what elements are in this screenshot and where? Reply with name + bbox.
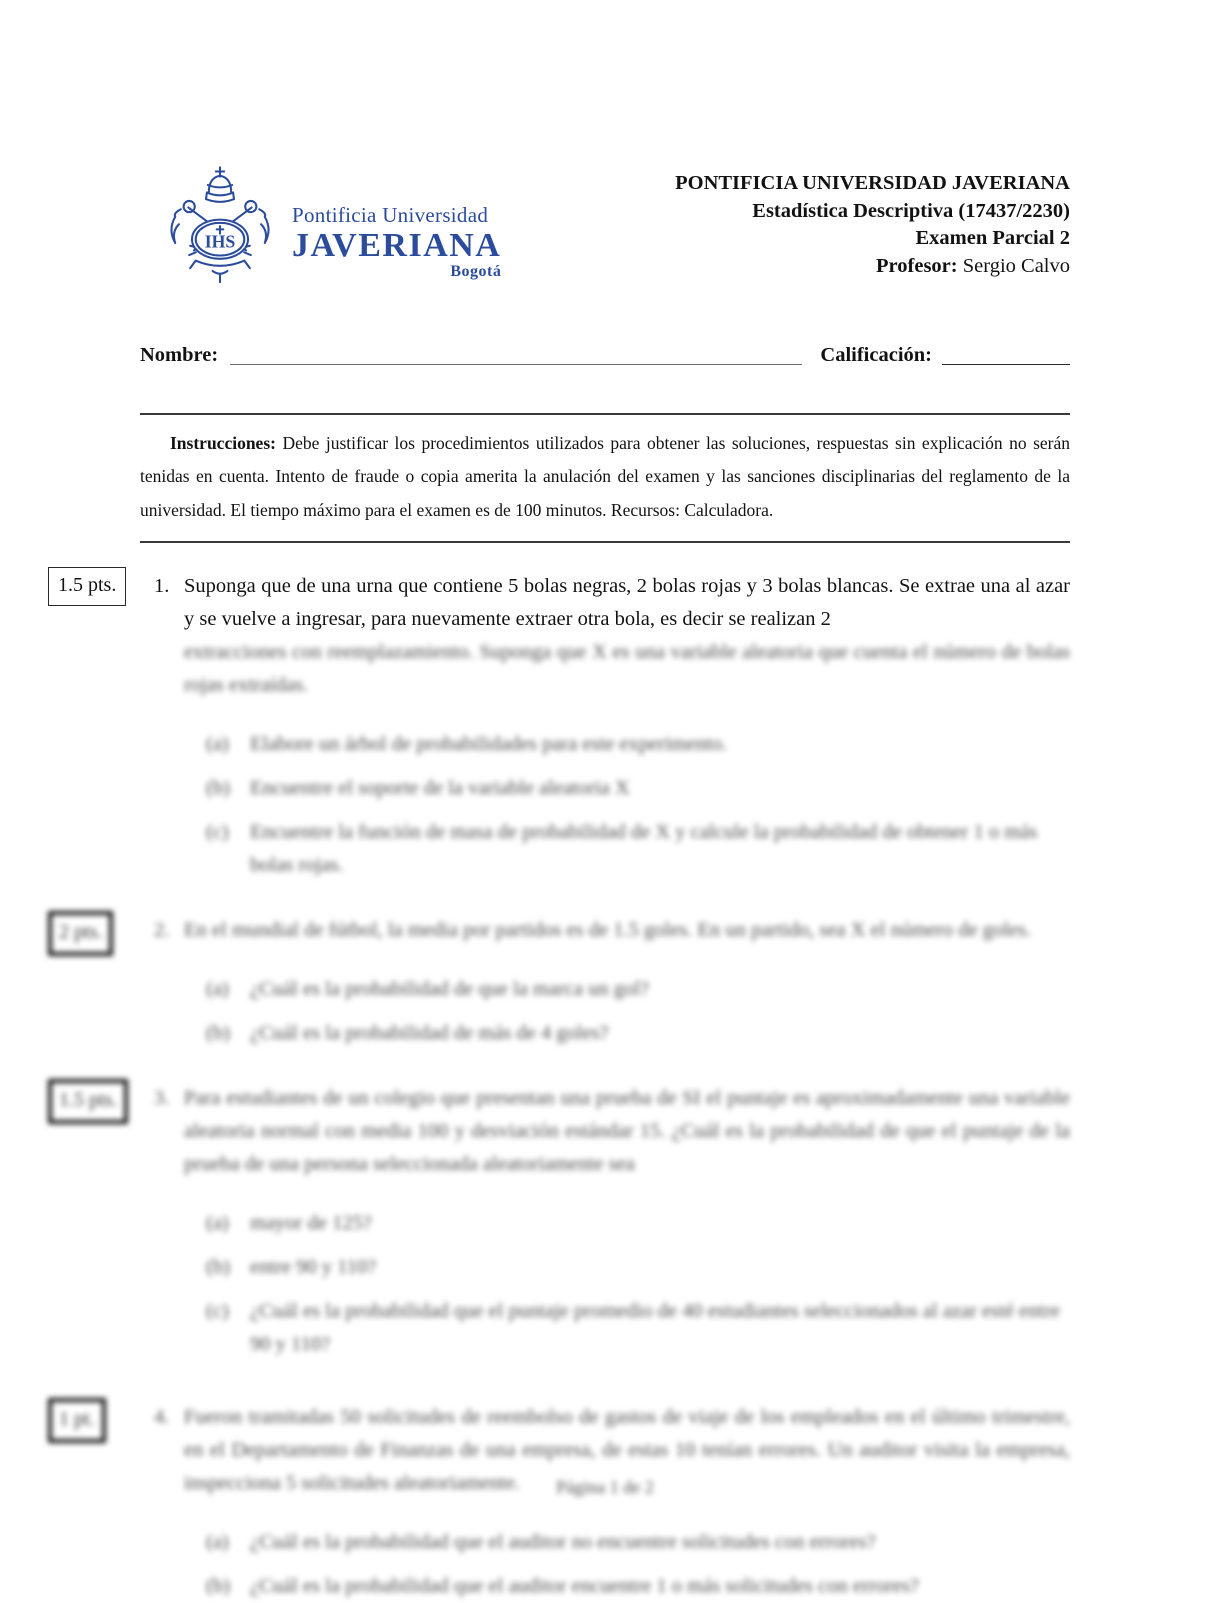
logo-wordmark <box>292 163 501 293</box>
part-text: Elabore un árbol de probabilidades para este experimento. <box>250 733 728 756</box>
university-crest-icon <box>164 163 276 293</box>
instructions-text: Debe justificar los procedimientos utilizados para obtener las soluciones, respuestas sin explicación no serán tenidas en cuenta. Intento de fraude o copia amerita la anulación del examen y las sanciones disciplinarias del reglamento de la universidad. El tiempo máximo para el examen es de 100 minutos. Recursos: Calculadora. <box>140 432 1070 520</box>
part-label: (a) <box>206 1212 229 1235</box>
part-label: (b) <box>206 1256 230 1279</box>
problem-4-number: 4. <box>154 1406 170 1429</box>
problem-2-number: 2. <box>154 919 170 942</box>
part-text: ¿Cuál es la probabilidad de más de 4 goles? <box>250 1022 609 1045</box>
part-label: (a) <box>206 1531 229 1554</box>
university-name: PONTIFICIA UNIVERSIDAD JAVERIANA <box>675 172 1070 194</box>
logo-line-javeriana: JAVERIANA <box>292 226 502 264</box>
problem-1-intro-redacted: extracciones con reemplazamiento. Suponga que X es una variable aleatoria que cuenta el número de bolas rojas extraídas. <box>184 641 1070 697</box>
grade-blank-line <box>942 343 1070 365</box>
page-number: Página 1 de 2 <box>556 1477 654 1497</box>
problems-list <box>58 570 1070 1603</box>
problem-4-parts <box>184 1526 1070 1603</box>
problem-1-part-b <box>184 772 1070 805</box>
part-label: (a) <box>206 978 229 1001</box>
problem-1-intro: Suponga que de una urna que contiene 5 bolas negras, 2 bolas rojas y 3 bolas blancas. Se extrae una al azar y se vuelve a ingresar, para nuevamente extraer otra bola, es decir se realizan 2 <box>184 575 1070 631</box>
professor-name: Sergio Calvo <box>957 254 1070 277</box>
problem-3-part-a <box>184 1207 1070 1240</box>
problem-2-parts <box>184 973 1070 1050</box>
problem-3-part-c <box>184 1295 1070 1361</box>
problem-3-part-b <box>184 1251 1070 1284</box>
problem-1-parts <box>184 728 1070 882</box>
professor-label: Profesor: <box>876 254 958 277</box>
problem-4 <box>59 1401 1070 1603</box>
part-text: ¿Cuál es la probabilidad que el auditor encuentre 1 o más solicitudes con errores? <box>250 1575 919 1598</box>
page-content <box>58 0 1070 1603</box>
problem-4-part-a <box>184 1526 1070 1559</box>
part-text: entre 90 y 110? <box>250 1256 377 1279</box>
problem-1-part-a <box>184 728 1070 761</box>
problem-1-part-c <box>184 816 1070 882</box>
problem-3-body <box>184 1082 1070 1361</box>
part-label: (b) <box>206 1575 230 1598</box>
problem-2-part-b <box>184 1017 1070 1050</box>
part-text: Encuentre la función de masa de probabilidad de X y calcule la probabilidad de obtener 1 o más bolas rojas. <box>250 821 1038 877</box>
part-label: (c) <box>206 1300 229 1323</box>
problem-3-number: 3. <box>154 1087 170 1110</box>
part-text: Encuentre el soporte de la variable aleatoria X <box>250 777 630 800</box>
name-label: Nombre: <box>140 343 219 366</box>
problem-2-intro-redacted: En el mundial de fútbol, la media por partidos es de 1.5 goles. En un partido, sea X el número de goles. <box>184 919 1032 942</box>
problem-4-intro-redacted: Fueron tramitadas 50 solicitudes de reembolso de gastos de viaje de los empleados en el último trimestre, en el Departamento de Finanzas de una empresa, de estas 10 tenían errores. Un auditor visita la empresa, inspecciona 5 solicitudes aleatoriamente. <box>184 1406 1070 1495</box>
exam-name: Examen Parcial 2 <box>915 227 1070 249</box>
problem-4-body <box>184 1401 1070 1603</box>
instructions-paragraph <box>140 427 1070 528</box>
problem-1 <box>58 570 1070 882</box>
problem-2-part-a <box>184 973 1070 1006</box>
problem-3-parts <box>184 1207 1070 1361</box>
problem-2 <box>59 914 1070 1050</box>
points-box-2: 2 pts. <box>48 911 113 956</box>
part-label: (b) <box>206 1022 230 1045</box>
part-text: ¿Cuál es la probabilidad que el puntaje promedio de 40 estudiantes seleccionados al azar esté entre 90 y 110? <box>250 1300 1061 1356</box>
logo-line-pontificia: Pontificia Universidad <box>292 202 489 227</box>
professor-line <box>675 253 1070 281</box>
instructions-label: Instrucciones: <box>170 432 276 453</box>
problem-2-body <box>184 914 1070 1050</box>
points-box-1: 1.5 pts. <box>48 567 126 606</box>
problem-1-number: 1. <box>154 575 170 598</box>
points-box-3: 1.5 pts. <box>48 1079 128 1124</box>
problem-3 <box>59 1082 1070 1361</box>
part-label: (b) <box>206 777 230 800</box>
problem-3-intro-redacted: Para estudiantes de un colegio que presentan una prueba de SI el puntaje es aproximadamente una variable aleatoria normal con media 100 y desviación estándar 15. ¿Cuál es la probabilidad de que el puntaje de la prueba de una persona seleccionada aleatoriamente sea <box>184 1087 1070 1176</box>
problem-4-part-b <box>184 1570 1070 1603</box>
points-box-4: 1 pt. <box>48 1398 106 1443</box>
course-name: Estadística Descriptiva (17437/2230) <box>752 199 1070 222</box>
name-grade-row <box>140 343 1070 367</box>
header <box>140 163 1070 293</box>
crest-monogram: IHS <box>204 231 236 252</box>
divider-bottom <box>140 541 1070 543</box>
part-label: (a) <box>206 733 229 756</box>
university-logo <box>164 163 501 293</box>
part-label: (c) <box>206 821 229 844</box>
part-text: ¿Cuál es la probabilidad que el auditor no encuentre solicitudes con errores? <box>250 1531 876 1554</box>
name-blank-line <box>230 343 802 365</box>
logo-line-bogota: Bogotá <box>450 263 502 281</box>
divider-top <box>140 413 1070 415</box>
grade-label: Calificación: <box>820 343 932 366</box>
exam-title-block <box>675 163 1070 280</box>
part-text: mayor de 125? <box>250 1212 372 1235</box>
part-text: ¿Cuál es la probabilidad de que la marca un gol? <box>250 978 650 1001</box>
